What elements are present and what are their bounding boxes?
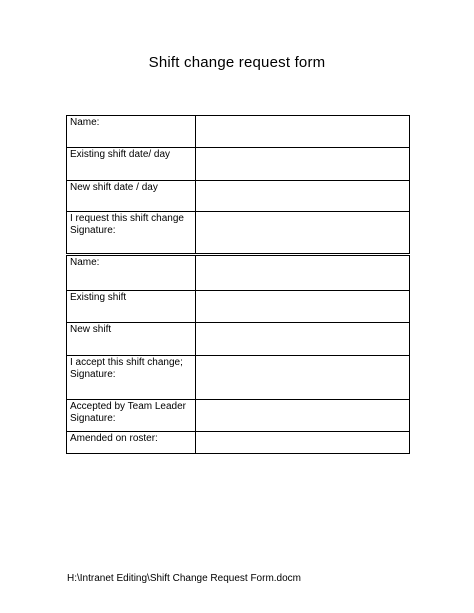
requester-name-field[interactable]	[196, 116, 410, 148]
new-shift-date-label	[67, 181, 196, 212]
requester-name-label	[67, 116, 196, 148]
acceptor-name-label	[67, 255, 196, 291]
label-line: Name:	[70, 257, 100, 268]
form-row-accept-signature	[67, 356, 410, 400]
request-signature-field[interactable]	[196, 212, 410, 255]
form-row-existing-shift-date	[67, 148, 410, 181]
shift-change-form-table	[66, 115, 410, 454]
existing-shift-date-label	[67, 148, 196, 181]
label-line: Existing shift	[70, 292, 127, 303]
team-leader-signature-label	[67, 400, 196, 432]
form-row-request-signature	[67, 212, 410, 255]
new-shift-date-field[interactable]	[196, 181, 410, 212]
new-shift-field[interactable]	[196, 323, 410, 356]
acceptor-name-field[interactable]	[196, 255, 410, 291]
amended-on-roster-label	[67, 432, 196, 454]
new-shift-label	[67, 323, 196, 356]
existing-shift-date-field[interactable]	[196, 148, 410, 181]
label-line: New shift	[70, 324, 112, 335]
form-row-new-shift-date	[67, 181, 410, 212]
accept-signature-label	[67, 356, 196, 400]
label-line: Signature:	[70, 225, 116, 236]
label-line: Name:	[70, 117, 100, 128]
team-leader-signature-field[interactable]	[196, 400, 410, 432]
form-row-new-shift	[67, 323, 410, 356]
amended-on-roster-field[interactable]	[196, 432, 410, 454]
form-row-existing-shift	[67, 291, 410, 323]
label-line: Signature:	[70, 369, 116, 380]
form-row-requester-name	[67, 116, 410, 148]
label-line: New shift date / day	[70, 182, 158, 193]
form-row-team-leader-signature	[67, 400, 410, 432]
form-row-amended-on-roster	[67, 432, 410, 454]
existing-shift-label	[67, 291, 196, 323]
accept-signature-field[interactable]	[196, 356, 410, 400]
label-line: I request this shift change	[70, 213, 184, 224]
page-title: Shift change request form	[148, 54, 326, 71]
label-line: Amended on roster:	[70, 433, 158, 444]
footer-file-path: H:\Intranet Editing\Shift Change Request Form.docm	[67, 573, 302, 584]
label-line: I accept this shift change;	[70, 357, 183, 368]
request-signature-label	[67, 212, 196, 255]
label-line: Signature:	[70, 413, 116, 424]
label-line: Accepted by Team Leader	[70, 401, 187, 412]
label-line: Existing shift date/ day	[70, 149, 171, 160]
existing-shift-field[interactable]	[196, 291, 410, 323]
form-row-acceptor-name	[67, 255, 410, 291]
